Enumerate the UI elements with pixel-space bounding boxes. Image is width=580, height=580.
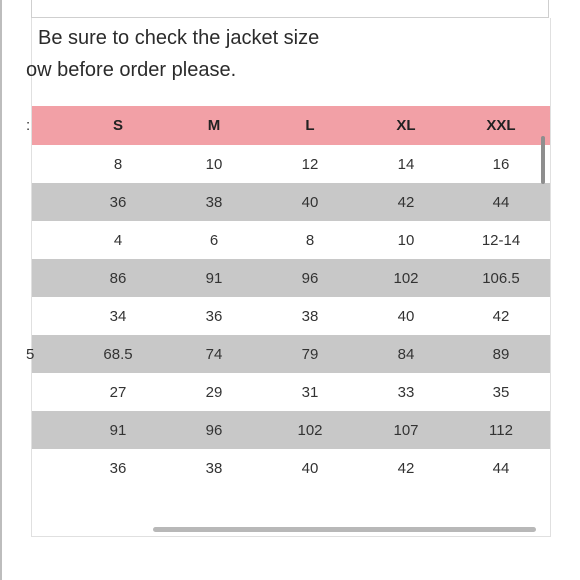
table-row <box>32 221 550 259</box>
table-cell: 89 <box>492 345 510 363</box>
table-row <box>32 449 550 487</box>
table-cell: 8 <box>113 155 123 173</box>
table-cell: 40 <box>301 459 319 477</box>
table-row <box>32 145 550 183</box>
table-cell: 102 <box>393 269 419 287</box>
table-cell: 38 <box>205 459 223 477</box>
table-row <box>26 335 550 373</box>
table-cell: 106.5 <box>482 269 520 287</box>
table-cell: 91 <box>109 421 127 439</box>
size-chart-table[interactable] <box>26 106 550 487</box>
table-cell: 74 <box>205 345 223 363</box>
table-cell: 107 <box>393 421 419 439</box>
table-cell: 33 <box>397 383 415 401</box>
size-note-line-1: Be sure to check the jacket size <box>38 27 320 49</box>
table-cell: 4 <box>113 231 123 249</box>
table-row <box>32 373 550 411</box>
table-cell: 27 <box>109 383 127 401</box>
table-cell: 12-14 <box>481 231 521 249</box>
left-border <box>0 0 2 580</box>
row-lead-cell <box>26 373 40 411</box>
row-lead-cell <box>26 221 40 259</box>
table-row <box>32 183 550 221</box>
table-cell: 36 <box>109 459 127 477</box>
table-cell: 31 <box>301 383 319 401</box>
table-cell: 96 <box>205 421 223 439</box>
size-chart-header-row <box>26 106 550 145</box>
table-cell: 36 <box>109 193 127 211</box>
table-cell: 10 <box>205 155 223 173</box>
header-cell: XL <box>396 117 416 134</box>
table-cell: 29 <box>205 383 223 401</box>
header-cell: L <box>305 117 315 134</box>
table-cell: 40 <box>301 193 319 211</box>
row-lead-cell <box>26 449 40 487</box>
table-row <box>32 259 550 297</box>
table-cell: 16 <box>492 155 510 173</box>
vertical-scrollbar[interactable] <box>541 136 545 184</box>
table-cell: 6 <box>209 231 219 249</box>
table-cell: 38 <box>301 307 319 325</box>
table-cell: 36 <box>205 307 223 325</box>
table-cell: 10 <box>397 231 415 249</box>
table-cell: 96 <box>301 269 319 287</box>
top-input-box[interactable] <box>31 0 549 18</box>
listing-description-card <box>26 18 551 537</box>
table-cell: 35 <box>492 383 510 401</box>
row-lead-cell <box>26 145 40 183</box>
table-cell: 40 <box>397 307 415 325</box>
header-cell: S <box>112 117 123 134</box>
row-lead-cell <box>26 183 40 221</box>
table-cell: 91 <box>205 269 223 287</box>
table-cell: 34 <box>109 307 127 325</box>
table-cell: 79 <box>301 345 319 363</box>
table-cell: 42 <box>397 459 415 477</box>
header-lead-cell: : <box>26 117 31 134</box>
row-lead-cell <box>26 297 40 335</box>
table-cell: 38 <box>205 193 223 211</box>
table-cell: 44 <box>492 193 510 211</box>
table-cell: 14 <box>397 155 415 173</box>
table-cell: 68.5 <box>103 345 133 363</box>
size-note-line-2: ow before order please. <box>26 59 237 81</box>
table-cell: 102 <box>297 421 323 439</box>
table-cell: 44 <box>492 459 510 477</box>
row-lead-cell <box>26 259 40 297</box>
size-note <box>26 26 550 106</box>
table-cell: 86 <box>109 269 127 287</box>
table-row <box>32 297 550 335</box>
row-lead-cell: 5 <box>26 345 35 363</box>
table-cell: 12 <box>301 155 319 173</box>
table-cell: 42 <box>492 307 510 325</box>
table-cell: 42 <box>397 193 415 211</box>
table-cell: 112 <box>489 421 513 439</box>
table-cell: 84 <box>397 345 415 363</box>
header-cell: XXL <box>486 117 516 134</box>
header-cell: M <box>207 117 221 134</box>
row-lead-cell <box>26 411 40 449</box>
table-row <box>32 411 550 449</box>
horizontal-scrollbar[interactable] <box>153 527 536 532</box>
table-cell: 8 <box>305 231 315 249</box>
